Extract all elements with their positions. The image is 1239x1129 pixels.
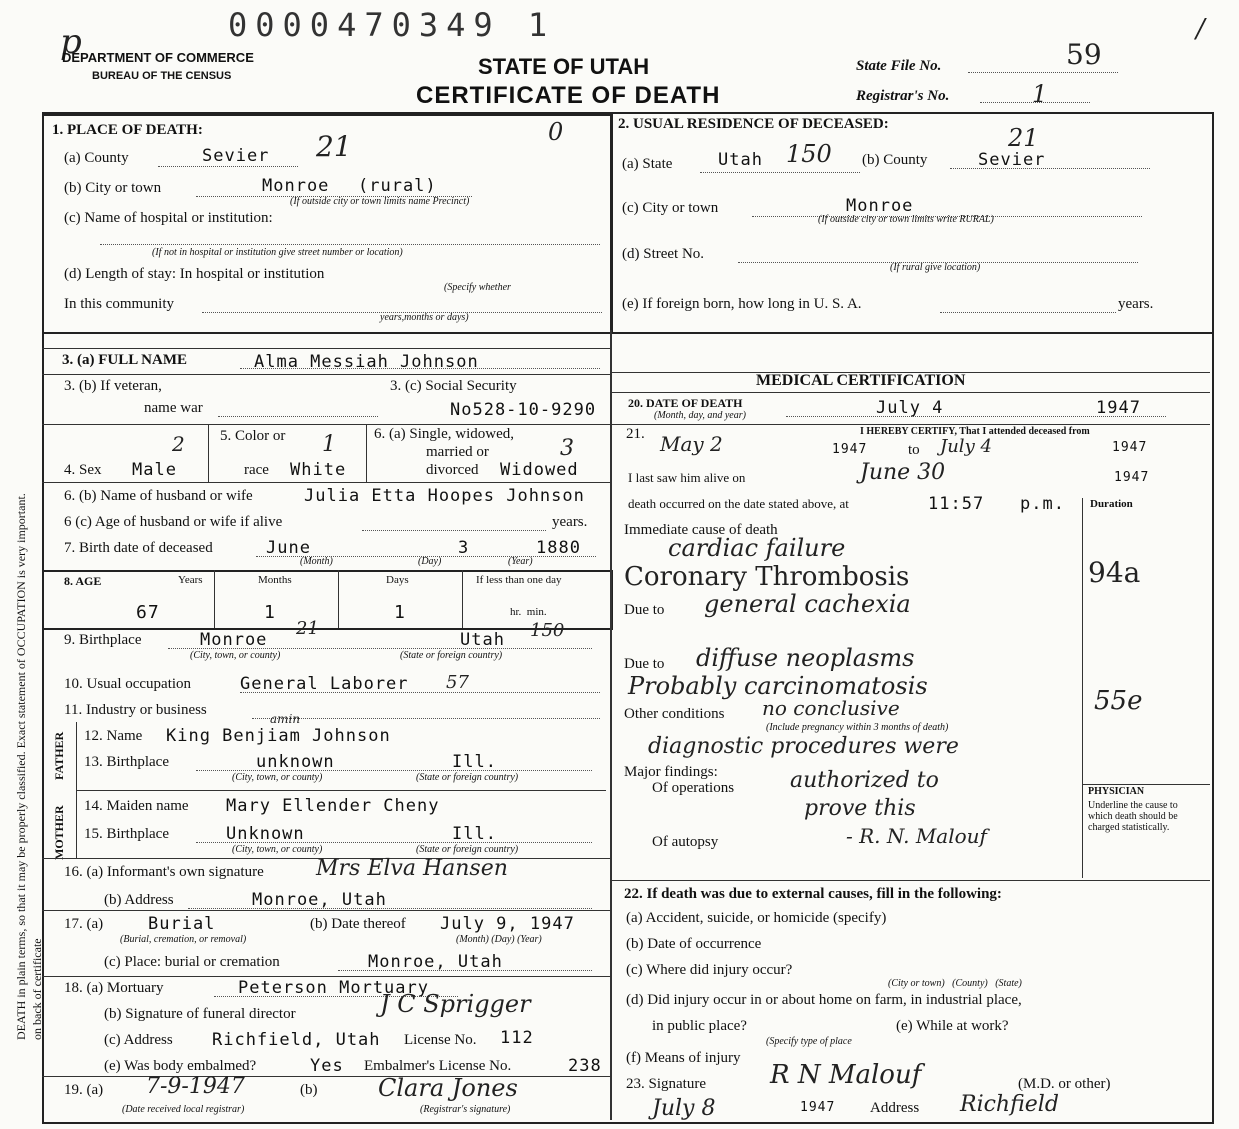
cause-line-2: Coronary Thrombosis [624, 562, 910, 592]
immediate-label: Immediate cause of death [624, 522, 778, 538]
due2-label: Due to [624, 656, 665, 672]
burial-place-label: (c) Place: burial or cremation [104, 954, 280, 970]
res-street-hint: (If rural give location) [890, 262, 981, 273]
license-number: 112 [500, 1028, 534, 1048]
cause-code-2: 55e [1094, 686, 1143, 716]
color-label: 5. Color or [220, 428, 286, 444]
birthplace-state-hint: (State or foreign country) [400, 650, 503, 661]
burial-label: 17. (a) [64, 916, 104, 932]
external-c-hint: (City or town) (County) (State) [888, 978, 1022, 989]
director-label: (b) Signature of funeral director [104, 1006, 296, 1022]
physician-label: PHYSICIAN [1088, 786, 1145, 797]
mother-maiden-label: 14. Maiden name [84, 798, 189, 814]
external-c: (c) Where did injury occur? [626, 962, 793, 978]
birthplace-state-code: 150 [530, 620, 565, 641]
burial-date-label: (b) Date thereof [310, 916, 406, 932]
mortuary-address: Richfield, Utah [212, 1030, 381, 1050]
birth-month: June [266, 538, 311, 558]
fullname-label: 3. (a) FULL NAME [62, 352, 187, 368]
res-county-code: 21 [1008, 124, 1039, 152]
death-time: 11:57 [928, 494, 985, 514]
age-months-header: Months [258, 574, 292, 586]
res-county: Sevier [978, 150, 1046, 170]
external-title: 22. If death was due to external causes, fill in the following: [624, 886, 1002, 902]
place-title: 1. PLACE OF DEATH: [52, 122, 203, 138]
age-label: 8. AGE [64, 574, 102, 588]
bureau-name: BUREAU OF THE CENSUS [92, 70, 232, 82]
father-state-hint: (State or foreign country) [416, 772, 519, 783]
birth-year: 1880 [536, 538, 581, 558]
physician-address: Richfield [960, 1092, 1059, 1117]
county-label: (a) County [64, 150, 129, 166]
residence-title: 2. USUAL RESIDENCE OF DECEASED: [618, 116, 889, 132]
age-years: 67 [136, 602, 160, 623]
race-code: 1 [322, 432, 336, 457]
corner-mark: p [60, 22, 82, 62]
attended-from-year: 1947 [832, 442, 868, 457]
serial-number: 0000470349 1 [228, 6, 556, 44]
father-name-correction: amin [270, 712, 301, 726]
certify-text: I HEREBY CERTIFY, That I attended deceased from [860, 426, 1090, 437]
ymd-hint: years,months or days) [380, 312, 469, 323]
embalmed-value: Yes [310, 1056, 344, 1076]
sex-value: Male [132, 460, 177, 480]
mother-maiden: Mary Ellender Cheny [226, 796, 440, 816]
attended-to-year: 1947 [1112, 440, 1148, 455]
place-mark: 0 [548, 118, 564, 146]
side-instruction-2: on back of certificate [30, 938, 44, 1040]
external-place-hint: (Specify type of place [766, 1036, 852, 1047]
spouse-label: 6. (b) Name of husband or wife [64, 488, 253, 504]
director-signature: J C Sprigger [380, 990, 531, 1018]
due2-cause: diffuse neoplasms [696, 644, 915, 672]
race-value: White [290, 460, 347, 480]
burial-date: July 9, 1947 [440, 914, 575, 934]
mother-birthplace: Unknown [226, 824, 305, 844]
informant-addr-label: (b) Address [104, 892, 174, 908]
physician-sig-date: July 8 [652, 1096, 716, 1121]
state-file-number: 59 [1066, 38, 1102, 71]
birthplace-city-hint: (City, town, or county) [190, 650, 281, 661]
certificate-title: CERTIFICATE OF DEATH [416, 82, 721, 109]
burial-type: Burial [148, 914, 216, 934]
burial-type-hint: (Burial, cremation, or removal) [120, 934, 247, 945]
major-label: Major findings: [624, 764, 718, 780]
external-a: (a) Accident, suicide, or homicide (specify) [626, 910, 887, 926]
father-birth-label: 13. Birthplace [84, 754, 169, 770]
spouse-name: Julia Etta Hoopes Johnson [304, 486, 585, 506]
war-label: name war [144, 400, 203, 416]
city-label: (b) City or town [64, 180, 162, 196]
attended-to: July 4 [940, 436, 992, 457]
marital-label-2: married or [426, 444, 489, 460]
specify-hint: (Specify whether [444, 282, 511, 293]
birthplace-state: Utah [460, 630, 505, 650]
occupation: General Laborer [240, 674, 409, 694]
res-foreign-label: (e) If foreign born, how long in U. S. A. [622, 296, 862, 312]
age-lt-header: If less than one day [476, 574, 562, 586]
immediate-cause: cardiac failure [668, 534, 846, 562]
due1-cause: general cachexia [704, 590, 911, 618]
father-birthplace: unknown [256, 752, 335, 772]
embalmed-label: (e) Was body embalmed? [104, 1058, 257, 1074]
to-label: to [908, 442, 920, 458]
father-city-hint: (City, town, or county) [232, 772, 323, 783]
corner-slash: / [1196, 14, 1205, 44]
registrar-date-hint: (Date received local registrar) [122, 1104, 245, 1115]
external-e: (e) While at work? [896, 1018, 1009, 1034]
burial-place: Monroe, Utah [368, 952, 503, 972]
physician-sig-label: 23. Signature [626, 1076, 706, 1092]
last-saw-date: June 30 [860, 460, 946, 485]
cause-code-1: 94a [1088, 556, 1141, 589]
certify-num: 21. [626, 426, 645, 442]
informant-signature: Mrs Elva Hansen [316, 856, 508, 881]
external-b: (b) Date of occurrence [626, 936, 762, 952]
hospital-hint: (If not in hospital or institution give street number or location) [152, 247, 403, 258]
side-instruction: DEATH in plain terms, so that it may be properly classified. Exact statement of OCCUPATION is very important. [14, 493, 28, 1040]
res-city-label: (c) City or town [622, 200, 719, 216]
other-conditions-2: diagnostic procedures were [648, 734, 959, 759]
due2b-cause: Probably carcinomatosis [628, 672, 928, 700]
registrar-number: 1 [1032, 80, 1048, 108]
father-name-label: 12. Name [84, 728, 143, 744]
marital-value: Widowed [500, 460, 579, 480]
md-label: (M.D. or other) [1018, 1076, 1111, 1092]
ss-label: 3. (c) Social Security [390, 378, 517, 394]
emb-license-label: Embalmer's License No. [364, 1058, 512, 1074]
mortuary-name: Peterson Mortuary [238, 978, 429, 998]
autopsy-label: Of autopsy [652, 834, 719, 850]
due1-label: Due to [624, 602, 665, 618]
state-file-label: State File No. [856, 58, 942, 74]
ss-number: No528-10-9290 [450, 400, 597, 420]
informant-sig-label: 16. (a) Informant's own signature [64, 864, 264, 880]
death-date-hint: (Month, day, and year) [654, 410, 746, 421]
emb-license-number: 238 [568, 1056, 602, 1076]
death-date: July 4 [876, 398, 944, 418]
burial-date-hint: (Month) (Day) (Year) [456, 934, 542, 945]
father-side-label: FATHER [52, 731, 66, 780]
occurred-label: death occurred on the date stated above, at [628, 496, 849, 511]
death-year: 1947 [1096, 398, 1141, 418]
registrar-sig-hint: (Registrar's signature) [420, 1104, 511, 1115]
age-years-header: Years [178, 574, 203, 586]
spouse-age-label: 6 (c) Age of husband or wife if alive [64, 514, 283, 530]
race-label: race [244, 462, 269, 478]
death-county-code: 21 [316, 130, 352, 163]
day-hint: (Day) [418, 556, 442, 567]
dept-name: DEPARTMENT OF COMMERCE [62, 50, 254, 65]
birthplace-label: 9. Birthplace [64, 632, 142, 648]
res-years: years. [1118, 296, 1154, 312]
mother-birth-label: 15. Birthplace [84, 826, 169, 842]
death-city: Monroe [262, 176, 330, 196]
physician-sig-year: 1947 [800, 1100, 836, 1115]
ops-findings: authorized to [790, 768, 939, 793]
registrar-label: Registrar's No. [856, 88, 950, 104]
mortuary-label: 18. (a) Mortuary [64, 980, 164, 996]
informant-address: Monroe, Utah [252, 890, 387, 910]
birthplace-city-code: 21 [296, 618, 319, 639]
other-hint: (Include pregnancy within 3 months of death) [766, 722, 949, 733]
occupation-label: 10. Usual occupation [64, 676, 192, 692]
veteran-label: 3. (b) If veteran, [64, 378, 162, 394]
underline-note: Underline the cause to which death should be charged statistically. [1088, 800, 1178, 833]
res-city-hint: (If outside city or town limits write RURAL) [818, 214, 994, 225]
external-d: (d) Did injury occur in or about home on farm, in industrial place, [626, 992, 1022, 1008]
marital-label-3: divorced [426, 462, 479, 478]
year-hint: (Year) [508, 556, 533, 567]
registrar-b-label: (b) [300, 1082, 318, 1098]
other-conditions: no conclusive [762, 696, 900, 720]
hr-min: hr. min. [510, 606, 547, 618]
other-label: Other conditions [624, 706, 725, 722]
autopsy-findings: - R. N. Malouf [846, 824, 987, 848]
sex-label: 4. Sex [64, 462, 102, 478]
res-state-label: (a) State [622, 156, 673, 172]
physician-signature: R N Malouf [770, 1060, 922, 1090]
physician-addr-label: Address [870, 1100, 920, 1116]
res-state: Utah [718, 150, 763, 170]
age-days: 1 [394, 602, 406, 623]
age-months: 1 [264, 602, 276, 623]
license-label: License No. [404, 1032, 477, 1048]
stay-label: (d) Length of stay: In hospital or institution [64, 266, 325, 282]
ops-findings-2: prove this [804, 796, 916, 821]
last-saw-label: I last saw him alive on [628, 470, 746, 485]
mother-state: Ill. [452, 824, 497, 844]
city-hint: (If outside city or town limits name Precinct) [290, 196, 470, 207]
father-state: Ill. [452, 752, 497, 772]
duration-header: Duration [1090, 498, 1133, 510]
birthplace-city: Monroe [200, 630, 268, 650]
death-county: Sevier [202, 146, 270, 166]
mother-side-label: MOTHER [52, 805, 66, 860]
sex-code: 2 [172, 432, 185, 456]
mother-state-hint: (State or foreign country) [416, 844, 519, 855]
attended-from: May 2 [660, 432, 723, 456]
age-days-header: Days [386, 574, 409, 586]
hospital-label: (c) Name of hospital or institution: [64, 210, 273, 226]
birth-day: 3 [458, 538, 470, 558]
medical-title: MEDICAL CERTIFICATION [756, 372, 966, 389]
res-city: Monroe [846, 196, 914, 216]
marital-label-1: 6. (a) Single, widowed, [374, 426, 514, 442]
registrar-row-label: 19. (a) [64, 1082, 104, 1098]
birth-label: 7. Birth date of deceased [64, 540, 213, 556]
mortuary-addr-label: (c) Address [104, 1032, 173, 1048]
state-title: STATE OF UTAH [478, 54, 650, 79]
industry-label: 11. Industry or business [64, 702, 207, 718]
month-hint: (Month) [300, 556, 333, 567]
ops-label: Of operations [652, 780, 735, 796]
spouse-age-years: years. [552, 514, 588, 530]
death-date-label: 20. DATE OF DEATH [628, 396, 743, 410]
father-name: King Benjiam Johnson [166, 726, 391, 746]
registrar-date: 7-9-1947 [146, 1074, 245, 1099]
external-d2: in public place? [652, 1018, 747, 1034]
death-city-note: (rural) [358, 176, 437, 196]
res-county-label: (b) County [862, 152, 928, 168]
community-label: In this community [64, 296, 174, 312]
full-name: Alma Messiah Johnson [254, 352, 479, 372]
registrar-signature: Clara Jones [378, 1074, 518, 1102]
marital-code: 3 [560, 436, 574, 461]
death-pm: p.m. [1020, 494, 1065, 514]
external-f: (f) Means of injury [626, 1050, 741, 1066]
occupation-code: 57 [446, 672, 469, 693]
res-street-label: (d) Street No. [622, 246, 705, 262]
mother-city-hint: (City, town, or county) [232, 844, 323, 855]
last-saw-year: 1947 [1114, 470, 1150, 485]
res-state-code: 150 [786, 140, 832, 168]
